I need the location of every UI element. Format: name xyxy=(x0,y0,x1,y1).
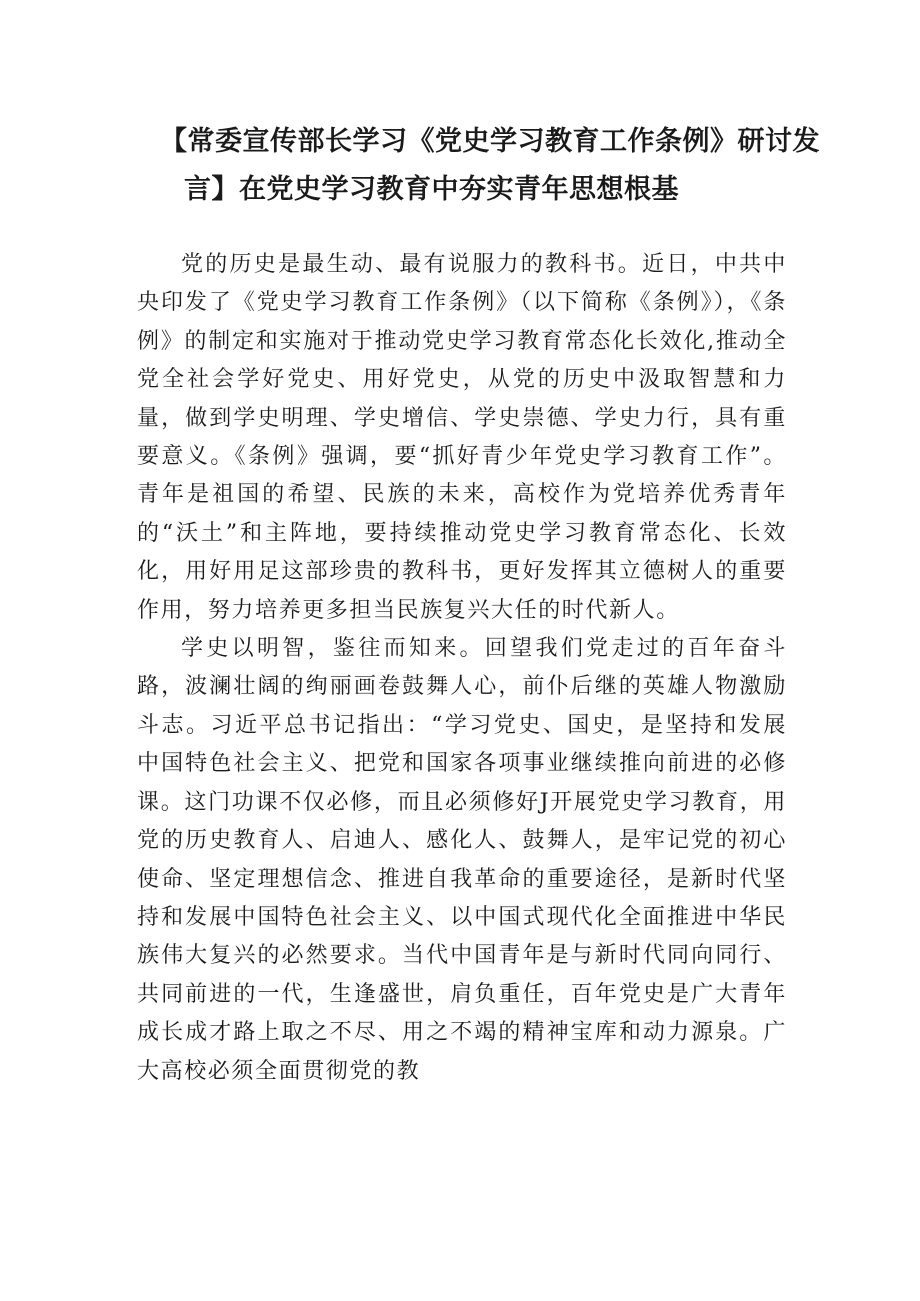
title-line-2: 言】在党史学习教育中夯实青年思想根基 xyxy=(184,174,679,205)
document-title xyxy=(160,118,820,214)
paragraph-1: 党的历史是最生动、最有说服力的教科书。近日，中共中央印发了《党史学习教育工作条例》（以下简称《条例》），《条例》的制定和实施对于推动党史学习教育常态化长效化,推动全党全社会学好党史、用好党史，从党的历史中汲取智慧和力量，做到学史明理、学史增信、学史崇德、学史力行，具有重要意义。《条例》强调，要“抓好青少年党史学习教育工作”。青年是祖国的希望、民族的未来，高校作为党培养优秀青年的“沃土”和主阵地，要持续推动党史学习教育常态化、长效化，用好用足这部珍贵的教科书，更好发挥其立德树人的重要作用，努力培养更多担当民族复兴大任的时代新人。 xyxy=(137,252,787,623)
paragraph-2: 学史以明智，鉴往而知来。回望我们党走过的百年奋斗路，波澜壮阔的绚丽画卷鼓舞人心，前仆后继的英雄人物激励斗志。习近平总书记指出：“学习党史、国史，是坚持和发展中国特色社会主义、把党和国家各项事业继续推向前进的必修课。这门功课不仅必修，而且必须修好J开展党史学习教育，用党的历史教育人、启迪人、感化人、鼓舞人，是牢记党的初心使命、坚定理想信念、推进自我革命的重要途径，是新时代坚持和发展中国特色社会主义、以中国式现代化全面推进中华民族伟大复兴的必然要求。当代中国青年是与新时代同向同行、共同前进的一代，生逢盛世，肩负重任，百年党史是广大青年成长成才路上取之不尽、用之不竭的精神宝库和动力源泉。广大高校必须全面贯彻党的教 xyxy=(137,636,787,1084)
document-body xyxy=(137,246,787,1091)
title-line-1: 【常委宣传部长学习《党史学习教育工作条例》研讨发 xyxy=(160,126,820,157)
